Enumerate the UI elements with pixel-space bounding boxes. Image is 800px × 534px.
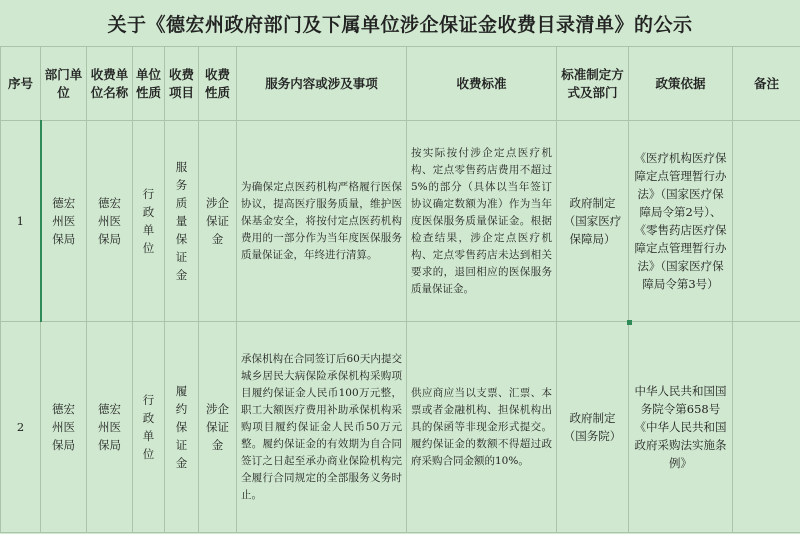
table-row	[1, 322, 800, 533]
cell-fee-nature[interactable]: 涉企保证金	[199, 121, 237, 322]
cell-seq[interactable]: 2	[1, 322, 41, 533]
cell-seq[interactable]: 1	[1, 121, 41, 322]
cell-fee-unit[interactable]: 德宏州医保局	[87, 322, 133, 533]
cell-dept[interactable]: 德宏州医保局	[41, 322, 87, 533]
cell-unit-nature[interactable]: 行政单位	[133, 322, 165, 533]
page-title: 关于《德宏州政府部门及下属单位涉企保证金收费目录清单》的公示	[0, 0, 800, 47]
cell-policy[interactable]: 中华人民共和国国务院令第658号《中华人民共和国政府采购法实施条例》	[629, 322, 733, 533]
cell-standard-maker[interactable]: 政府制定（国务院）	[557, 322, 629, 533]
cell-dept[interactable]: 德宏州医保局	[41, 121, 87, 322]
cell-fee-unit[interactable]: 德宏州医保局	[87, 121, 133, 322]
header-fee-unit[interactable]: 收费单位名称	[87, 47, 133, 121]
cell-remark[interactable]	[733, 121, 800, 322]
cell-standard[interactable]: 供应商应当以支票、汇票、本票或者金融机构、担保机构出具的保函等非现金形式提交。履约保证金的数额不得超过政府采购合同金额的10%。	[407, 322, 557, 533]
cell-standard[interactable]: 按实际按付涉企定点医疗机构、定点零售药店费用不超过5%的部分（具体以当年签订协议确定数额为准）作为当年度医保服务质量保证金。根据检查结果，涉企定点医疗机构、定点零售药店未达到相关要求的，退回相应的医保服务质量保证金。	[407, 121, 557, 322]
cell-fee-nature[interactable]: 涉企保证金	[199, 322, 237, 533]
header-remark[interactable]: 备注	[733, 47, 800, 121]
cell-service[interactable]: 为确保定点医药机构严格履行医保协议，提高医疗服务质量，维护医保基金安全，将按付定点医药机构费用的一部分作为当年度医保服务质量保证金，年终进行清算。	[237, 121, 407, 322]
fee-table	[0, 46, 800, 533]
cell-policy[interactable]: 《医疗机构医疗保障定点管理暂行办法》（国家医疗保障局令第2号）、《零售药店医疗保障定点管理暂行办法》（国家医疗保障局令第3号）	[629, 121, 733, 322]
header-row	[1, 47, 800, 121]
cell-fee-item[interactable]: 服务质量保证金	[165, 121, 199, 322]
cell-corner-marker	[627, 320, 632, 325]
header-dept[interactable]: 部门单位	[41, 47, 87, 121]
cell-unit-nature[interactable]: 行政单位	[133, 121, 165, 322]
cell-standard-maker[interactable]: 政府制定（国家医疗保障局）	[557, 121, 629, 322]
cell-remark[interactable]	[733, 322, 800, 533]
header-service[interactable]: 服务内容或涉及事项	[237, 47, 407, 121]
table-row	[1, 121, 800, 322]
header-fee-nature[interactable]: 收费性质	[199, 47, 237, 121]
header-standard-maker[interactable]: 标准制定方式及部门	[557, 47, 629, 121]
header-seq[interactable]: 序号	[1, 47, 41, 121]
header-fee-item[interactable]: 收费项目	[165, 47, 199, 121]
header-unit-nature[interactable]: 单位性质	[133, 47, 165, 121]
header-policy[interactable]: 政策依据	[629, 47, 733, 121]
cell-service[interactable]: 承保机构在合同签订后60天内提交城乡居民大病保险承保机构采购项目履约保证金人民币100万元整，职工大额医疗费用补助承保机构采购项目履约保证金人民币50万元整。履约保证金的有效期为自合同签订之日起至承办商业保险机构完全履行合同规定的全部服务义务时止。	[237, 322, 407, 533]
header-standard[interactable]: 收费标准	[407, 47, 557, 121]
cell-fee-item[interactable]: 履约保证金	[165, 322, 199, 533]
